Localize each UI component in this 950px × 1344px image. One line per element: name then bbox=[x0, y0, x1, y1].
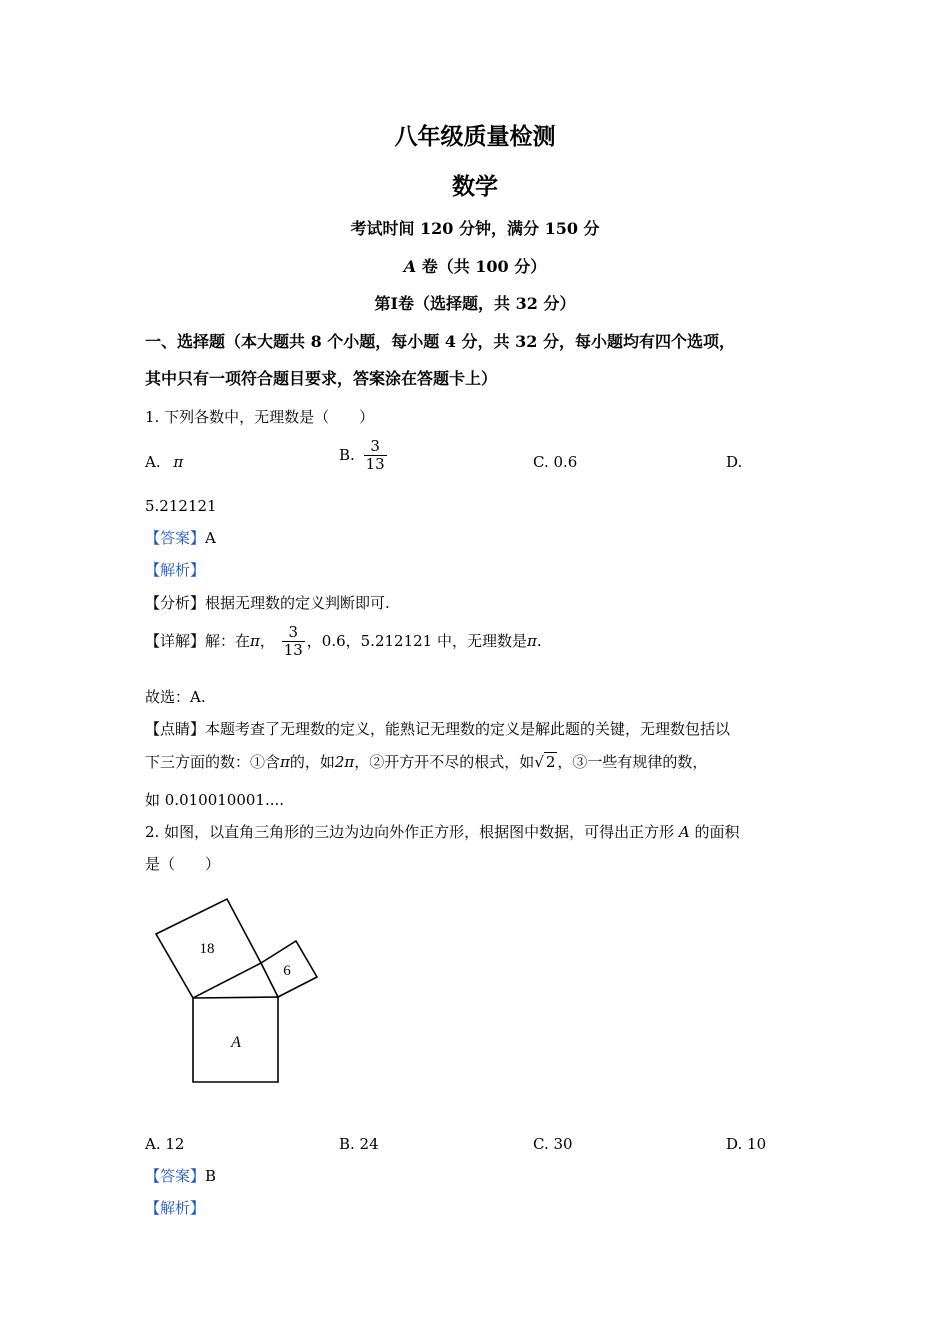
two-pi: 2π bbox=[334, 753, 355, 771]
q2-stem-letter: A bbox=[678, 823, 690, 841]
subject-title: 数学 bbox=[452, 173, 498, 200]
xiangjie-prefix: 解：在 bbox=[205, 631, 251, 650]
q1-option-d-label: D. bbox=[726, 453, 743, 471]
q2-option-b: B. 24 bbox=[339, 1135, 379, 1153]
q2-stem-a: 2. 如图，以直角三角形的三边为边向外作正方形，根据图中数据，可得出正方形 bbox=[145, 823, 679, 841]
period: . bbox=[536, 631, 542, 650]
q1-option-b-denominator: 13 bbox=[365, 455, 385, 474]
answer-value: A bbox=[205, 529, 216, 547]
q1-option-d-value: 5.212121 bbox=[145, 497, 217, 515]
dianjing-text-b: 的，如 bbox=[289, 753, 335, 771]
dianjing-text-c: ，②开方开不尽的根式，如 bbox=[354, 753, 535, 771]
answer-value: B bbox=[205, 1167, 217, 1185]
answer-tag: 【答案】 bbox=[145, 1167, 206, 1185]
exam-info: 考试时间 120 分钟，满分 150 分 bbox=[350, 219, 600, 238]
q1-fenxi bbox=[145, 592, 390, 613]
answer-tag: 【答案】 bbox=[145, 529, 206, 547]
q1-choice: 故选：A. bbox=[145, 688, 206, 706]
q2-analysis-tag: 【解析】 bbox=[145, 1199, 206, 1217]
q2-stem-line1 bbox=[145, 821, 739, 842]
part-one-heading: 第Ⅰ卷（选择题，共 32 分） bbox=[374, 294, 576, 313]
pi-symbol: π bbox=[250, 631, 260, 650]
q2-stem-b: 的面积 bbox=[689, 823, 740, 841]
q1-dianjing-line1 bbox=[145, 718, 730, 739]
q2-option-a: A. 12 bbox=[145, 1135, 185, 1153]
volume-letter: A bbox=[403, 257, 417, 276]
q1-option-b bbox=[339, 438, 389, 474]
q2-option-d: D. 10 bbox=[726, 1135, 767, 1153]
q1-option-b-numerator: 3 bbox=[364, 438, 387, 456]
pi-symbol: π bbox=[526, 631, 537, 650]
q1-option-a bbox=[145, 453, 183, 471]
sqrt-radicand: 2 bbox=[545, 753, 556, 771]
volume-a-heading bbox=[0, 254, 950, 277]
q2-stem-line2: 是（ ） bbox=[145, 855, 221, 873]
q1-xiangjie bbox=[145, 624, 542, 660]
q1-option-c: C. 0.6 bbox=[533, 453, 578, 471]
comma: ， bbox=[259, 631, 275, 650]
small-square-label: 6 bbox=[283, 963, 291, 979]
fenxi-tag: 【分析】 bbox=[145, 594, 206, 612]
q1-stem: 1. 下列各数中，无理数是（ ） bbox=[145, 408, 375, 426]
bottom-square-label: A bbox=[231, 1034, 241, 1051]
section-heading-line2: 其中只有一项符合题目要求，答案涂在答题卡上） bbox=[145, 369, 498, 388]
q2-answer bbox=[145, 1165, 216, 1186]
q1-dianjing-line2 bbox=[145, 751, 707, 772]
q1-option-a-label: A. bbox=[145, 453, 161, 471]
volume-a-text: 卷（共 100 分） bbox=[416, 257, 547, 276]
q2-option-c: C. 30 bbox=[533, 1135, 573, 1153]
q1-answer bbox=[145, 527, 216, 548]
dianjing-text-d: ，③一些有规律的数， bbox=[557, 753, 708, 771]
q1-analysis-tag: 【解析】 bbox=[145, 561, 206, 579]
q1-dianjing-line3: 如 0.010010001.... bbox=[145, 791, 285, 809]
dianjing-tag: 【点睛】 bbox=[145, 720, 206, 738]
fraction-denominator: 13 bbox=[283, 641, 303, 660]
xiangjie-rest: ，0.6，5.212121 中，无理数是 bbox=[306, 631, 527, 650]
fraction-numerator: 3 bbox=[282, 624, 305, 642]
sqrt-expression: √ 2 bbox=[534, 753, 556, 771]
fenxi-text: 根据无理数的定义判断即可. bbox=[205, 594, 390, 612]
dianjing-text: 本题考查了无理数的定义，能熟记无理数的定义是解此题的关键，无理数包括以 bbox=[205, 720, 731, 738]
page-title: 八年级质量检测 bbox=[394, 123, 556, 150]
q1-option-a-value: π bbox=[173, 453, 184, 471]
xiangjie-tag: 【详解】 bbox=[145, 631, 206, 650]
pi-symbol: π bbox=[280, 753, 290, 771]
pythagoras-figure bbox=[145, 890, 335, 1090]
q1-option-b-label: B. bbox=[339, 445, 355, 464]
dianjing-text-a: 下三方面的数：①含 bbox=[145, 753, 281, 771]
large-square-label: 18 bbox=[199, 941, 215, 957]
section-heading-line1: 一、选择题（本大题共 8 个小题，每小题 4 分，共 32 分，每小题均有四个选项， bbox=[145, 332, 735, 351]
